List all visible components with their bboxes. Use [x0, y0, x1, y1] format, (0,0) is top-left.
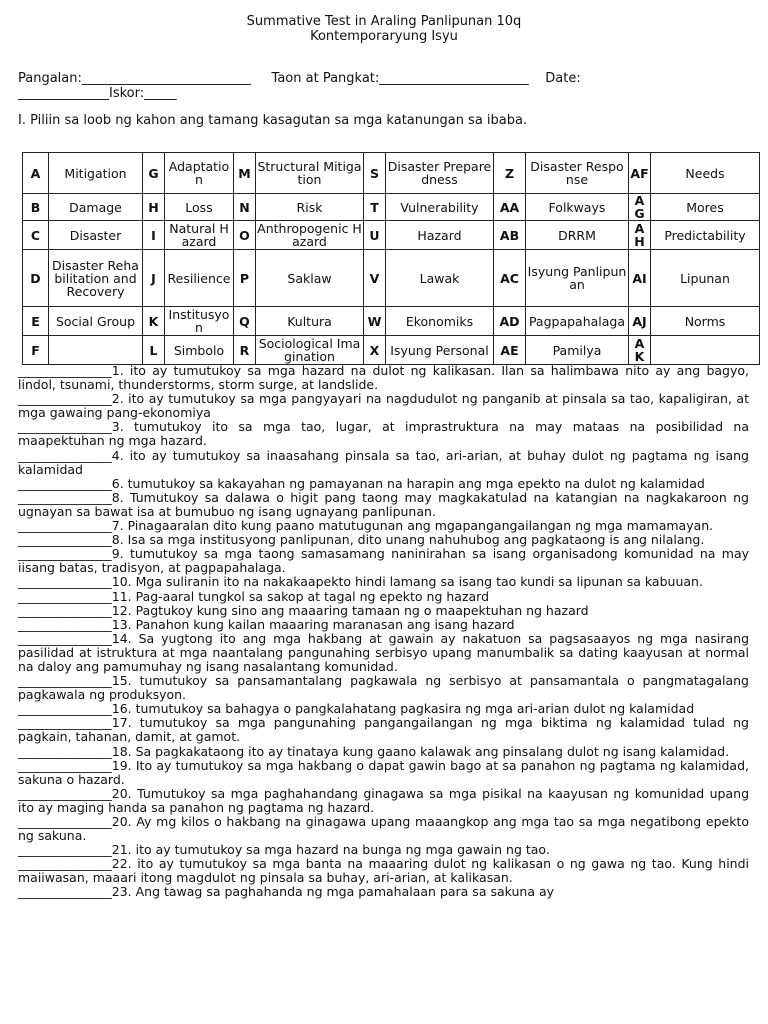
- choice-letter: P: [234, 250, 256, 307]
- choice-letter: M: [234, 153, 256, 194]
- question-item: _______________15. tumutukoy sa pansamantalang pagkawala ng serbisyo at pansamantala o pangmatagalang pagkawala ng produksyon.: [18, 673, 749, 703]
- choice-term: Risk: [256, 194, 364, 221]
- choice-term: Ekonomiks: [386, 307, 494, 336]
- choice-term: Sociological Imagination: [256, 336, 364, 365]
- choices-row: [23, 221, 760, 250]
- choices-row: [23, 250, 760, 307]
- choice-letter: AG: [629, 194, 651, 221]
- question-item: _______________16. tumutukoy sa bahagya o pangkalahatang pagkasira ng mga ari-arian dulot ng kalamidad: [18, 701, 695, 717]
- choice-letter: R: [234, 336, 256, 365]
- choices-row: [23, 153, 760, 194]
- choice-term: DRRM: [526, 221, 629, 250]
- choice-letter: AA: [494, 194, 526, 221]
- choice-term: Social Group: [49, 307, 143, 336]
- student-info-line-2: ______________Iskor:_____: [18, 86, 177, 101]
- question-item: _______________1. ito ay tumutukoy sa mga hazard na dulot ng kalikasan. Ilan sa halimbawa nito ay ang bagyo, lindol, tsunami, thunderstorms, storm surge, at landslide.: [18, 363, 749, 393]
- question-list: [18, 364, 749, 900]
- choice-term: Structural Mitigation: [256, 153, 364, 194]
- choice-term: Predictability: [651, 221, 760, 250]
- question-item: _______________20. Tumutukoy sa mga paghahandang ginagawa sa mga pisikal na kaayusan ng komunidad upang ito ay maging handa sa panahon ng pagtama ng hazard.: [18, 785, 749, 815]
- question-item: _______________2. ito ay tumutukoy sa mga pangyayari na nagdudulot ng panganib at pinsala sa tao, kapaligiran, at mga gawaing pang-ekonomiya: [18, 391, 749, 421]
- choice-letter: T: [364, 194, 386, 221]
- choice-term: Pagpapahalaga: [526, 307, 629, 336]
- choice-letter: C: [23, 221, 49, 250]
- choice-term: Mitigation: [49, 153, 143, 194]
- choice-letter: G: [143, 153, 165, 194]
- choice-letter: A: [23, 153, 49, 194]
- question-item: _______________18. Sa pagkakataong ito ay tinataya kung gaano kalawak ang pinsalang dulot ng isang kalamidad.: [18, 743, 730, 759]
- choice-letter: S: [364, 153, 386, 194]
- choice-letter: B: [23, 194, 49, 221]
- choice-letter: AB: [494, 221, 526, 250]
- choice-letter: Z: [494, 153, 526, 194]
- question-item: _______________13. Panahon kung kailan maaaring maranasan ang isang hazard: [18, 616, 515, 632]
- question-item: _______________8. Tumutukoy sa dalawa o higit pang taong may magkakatulad na katangian na nagkakaroon ng ugnayan sa bawat isa at bumubuo ng isang ugnayang panlipunan.: [18, 489, 749, 519]
- choice-term: Loss: [165, 194, 234, 221]
- question-item: _______________21. ito ay tumutukoy sa mga hazard na bunga ng mga gawain ng tao.: [18, 842, 550, 858]
- choice-letter: H: [143, 194, 165, 221]
- choices-row: [23, 336, 760, 365]
- choice-term: Isyung Personal: [386, 336, 494, 365]
- question-item: _______________10. Mga suliranin ito na nakakaapekto hindi lamang sa isang tao kundi sa lipunan sa kabuuan.: [18, 574, 703, 590]
- choices-row: [23, 194, 760, 221]
- choice-letter: AI: [629, 250, 651, 307]
- choice-letter: V: [364, 250, 386, 307]
- choice-term: Disaster Response: [526, 153, 629, 194]
- choice-term: Isyung Panlipunan: [526, 250, 629, 307]
- question-item: _______________11. Pag-aaral tungkol sa sakop at tagal ng epekto ng hazard: [18, 588, 490, 604]
- choice-letter: O: [234, 221, 256, 250]
- choice-letter: AE: [494, 336, 526, 365]
- choice-letter: X: [364, 336, 386, 365]
- choice-letter: N: [234, 194, 256, 221]
- choice-term: Simbolo: [165, 336, 234, 365]
- choice-term: Anthropogenic Hazard: [257, 221, 362, 249]
- question-item: _______________14. Sa yugtong ito ang mga hakbang at gawain ay nakatuon sa pagsasaayos ng mga nasirang pasilidad at istruktura at mga naantalang pangunahing serbisyo upang manumbalik sa dating kaayusan at normal na daloy ang pamumuhay ng isang nasalantang komunidad.: [18, 630, 749, 674]
- question-item: _______________7. Pinagaaralan dito kung paano matutugunan ang mgapangangailangan ng mga mamamayan.: [18, 518, 714, 534]
- question-item: _______________19. Ito ay tumutukoy sa mga hakbang o dapat gawin bago at sa panahon ng pagtama ng kalamidad, sakuna o hazard.: [18, 757, 749, 787]
- instructions: I. Piliin sa loob ng kahon ang tamang kasagutan sa mga katanungan sa ibaba.: [18, 113, 528, 128]
- choice-term: Disaster Rehabilitation and Recovery: [49, 250, 143, 307]
- choice-term: Pamilya: [526, 336, 629, 365]
- choice-letter: D: [23, 250, 49, 307]
- choice-term: Lawak: [386, 250, 494, 307]
- choice-letter: AC: [494, 250, 526, 307]
- choice-term: Mores: [651, 194, 760, 221]
- page-title: Summative Test in Araling Panlipunan 10q: [246, 14, 522, 29]
- choice-term: Adaptation: [165, 153, 234, 194]
- question-item: _______________12. Pagtukoy kung sino ang maaaring tamaan ng o maapektuhan ng hazard: [18, 602, 589, 618]
- choices-row: [23, 307, 760, 336]
- choice-letter: E: [23, 307, 49, 336]
- choice-term: Resilience: [165, 250, 234, 307]
- choice-term: Disaster Preparedness: [386, 153, 494, 194]
- choice-letter: Q: [234, 307, 256, 336]
- choice-letter: J: [143, 250, 165, 307]
- answer-choices-table: [22, 152, 760, 365]
- choice-term: Institusyon: [165, 307, 234, 336]
- choice-term: Damage: [49, 194, 143, 221]
- question-item: _______________3. tumutukoy ito sa mga tao, lugar, at imprastruktura na may mataas na posibilidad na maapektuhan ng mga hazard.: [18, 419, 749, 449]
- choice-term: Lipunan: [651, 250, 760, 307]
- question-item: _______________6. tumutukoy sa kakayahan ng pamayanan na harapin ang mga epekto na dulot ng kalamidad: [18, 475, 705, 491]
- choice-letter: AD: [494, 307, 526, 336]
- choice-term: Folkways: [526, 194, 629, 221]
- choice-term: [49, 336, 143, 365]
- choice-letter: I: [143, 221, 165, 250]
- question-item: _______________22. ito ay tumutukoy sa mga banta na maaaring dulot ng kalikasan o ng gawa ng tao. Kung hindi maiiwasan, maaari itong magdulot ng pinsala sa buhay, ari-arian, at kalikasan.: [18, 856, 749, 886]
- choice-letter: AF: [629, 153, 651, 194]
- question-item: _______________20. Ay mg kilos o hakbang na ginagawa upang maaangkop ang mga tao sa mga negatibong epekto ng sakuna.: [18, 814, 749, 844]
- choice-term: Norms: [651, 307, 760, 336]
- choice-letter: L: [143, 336, 165, 365]
- question-item: _______________9. tumutukoy sa mga taong samasamang naninirahan sa isang organisadong komunidad na may iisang batas, tradisyon, at pagpapahalaga.: [18, 546, 749, 576]
- choice-letter: AH: [629, 221, 651, 250]
- question-item: _______________4. ito ay tumutukoy sa inaasahang pinsala sa tao, ari-arian, at buhay dulot ng pagtama ng isang kalamidad: [18, 447, 749, 477]
- choice-term: Vulnerability: [386, 194, 494, 221]
- question-item: _______________8. Isa sa mga institusyong panlipunan, dito unang nahuhubog ang pagkataong is ang nilalang.: [18, 532, 705, 548]
- choice-term: Kultura: [256, 307, 364, 336]
- page-subtitle: Kontemporaryung Isyu: [310, 29, 458, 44]
- choice-letter: AJ: [629, 307, 651, 336]
- choice-term: Saklaw: [256, 250, 364, 307]
- choice-letter: F: [23, 336, 49, 365]
- choice-letter: W: [364, 307, 386, 336]
- question-item: _______________17. tumutukoy sa mga pangunahing pangangailangan ng mga biktima ng kalamidad tulad ng pagkain, tahanan, damit, at gamot.: [18, 715, 749, 745]
- choice-letter: AK: [629, 336, 651, 365]
- choice-term: Needs: [651, 153, 760, 194]
- choice-term: [651, 336, 760, 365]
- question-item: _______________23. Ang tawag sa paghahanda ng mga pamahalaan para sa sakuna ay: [18, 884, 555, 900]
- choice-term: Natural Hazard: [165, 221, 234, 250]
- choice-term: Disaster: [49, 221, 143, 250]
- choice-letter: U: [364, 221, 386, 250]
- choice-term: Hazard: [386, 221, 494, 250]
- student-info-line-1: Pangalan:__________________________ Taon at Pangkat:_______________________ Date:: [18, 71, 581, 86]
- choice-letter: K: [143, 307, 165, 336]
